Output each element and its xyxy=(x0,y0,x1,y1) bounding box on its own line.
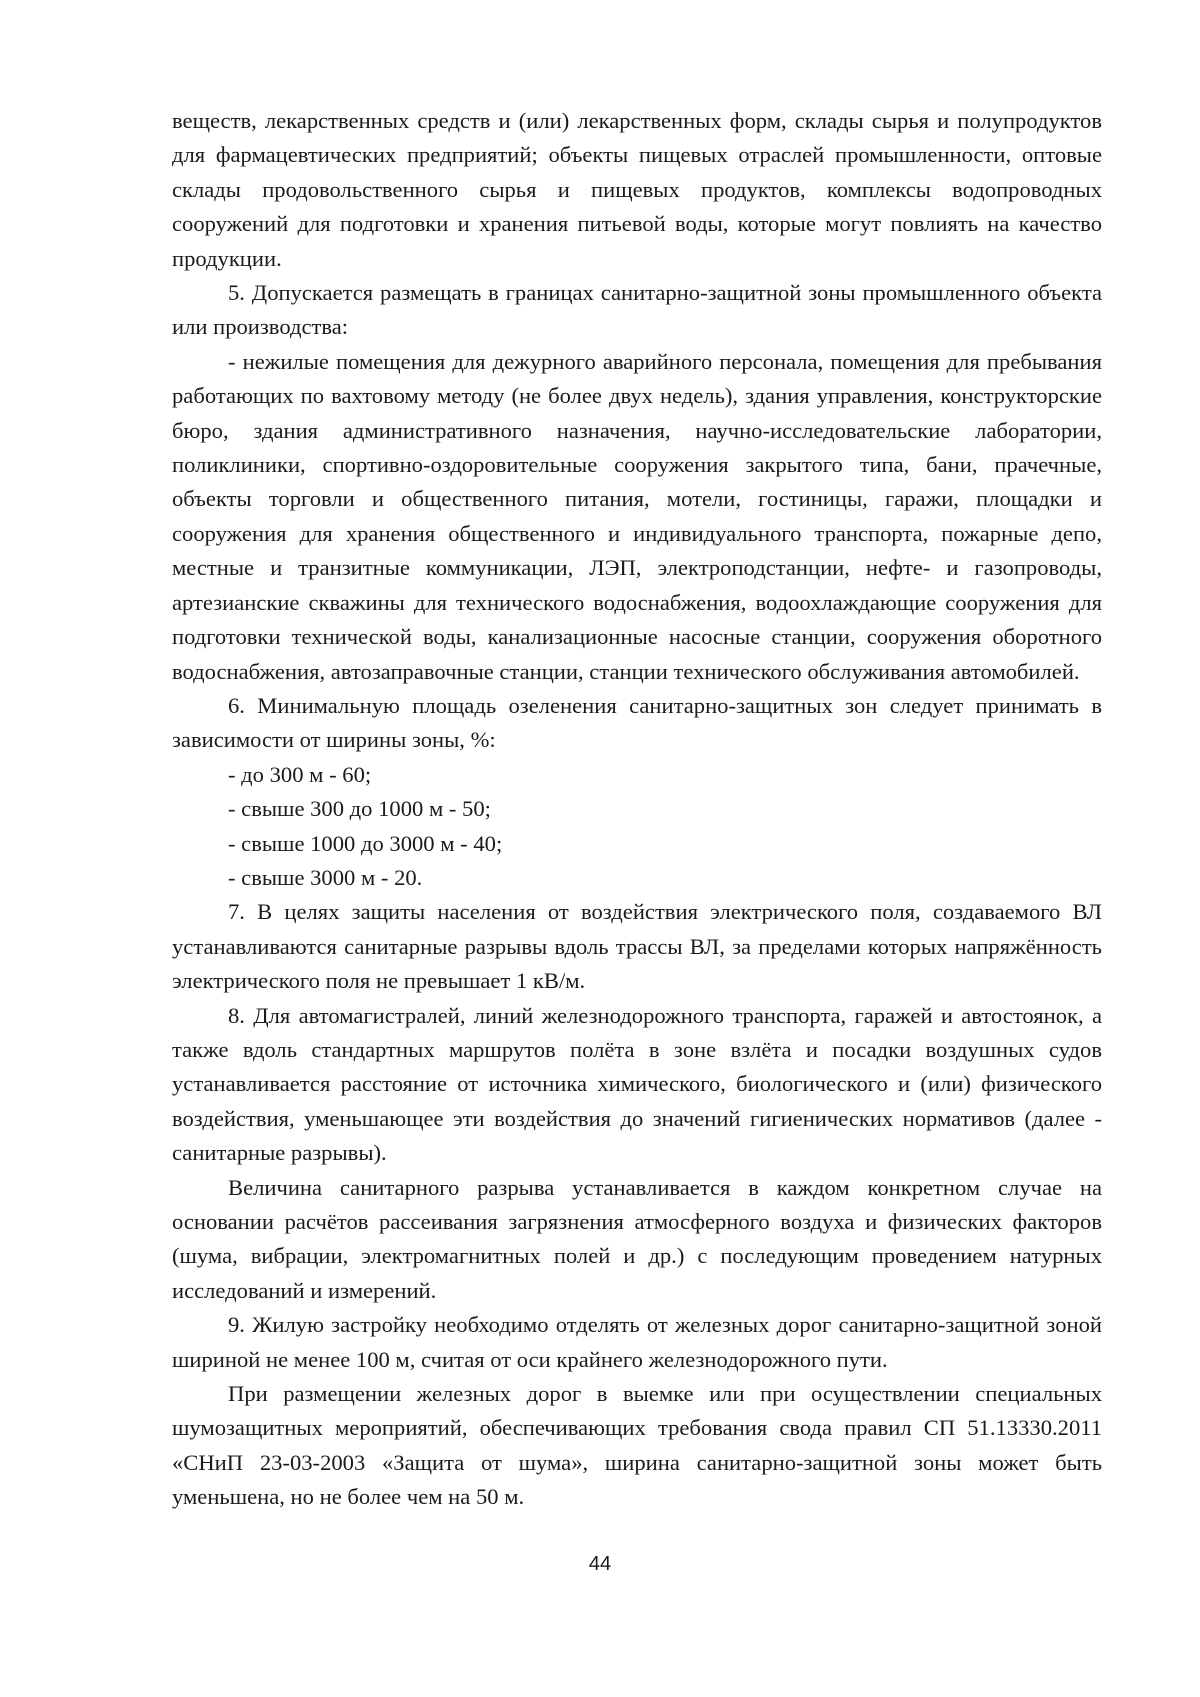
paragraph-continuation: веществ, лекарственных средств и (или) лекарственных форм, склады сырья и полупродуктов для фармацевтических предприятий; объекты пищевых отраслей промышленности, оптовые склады продовольственного сырья и пищевых продуктов, комплексы водопроводных сооружений для подготовки и хранения питьевой воды, которые могут повлиять на качество продукции. xyxy=(172,108,1102,271)
paragraph-railway-placement: При размещении железных дорог в выемке или при осуществлении специальных шумозащитных мероприятий, обеспечивающих требования свода правил СП 51.13330.2011 «СНиП 23-03-2003 «Защита от шума», ширина санитарно-защитной зоны может быть уменьшена, но не более чем на 50 м. xyxy=(172,1381,1102,1510)
list-item-greening-1000: - свыше 300 до 1000 м - 50; xyxy=(228,796,491,822)
paragraph-item-8: 8. Для автомагистралей, линий железнодорожного транспорта, гаражей и автостоянок, а также вдоль стандартных маршрутов полёта в зоне взлёта и посадки воздушных судов устанавливается расстояние от источника химического, биологического и (или) физического воздействия, уменьшающее эти воздействия до значений гигиенических нормативов (далее - санитарные разрывы). xyxy=(172,1002,1102,1166)
paragraph-permitted-objects: - нежилые помещения для дежурного аварийного персонала, помещения для пребывания работающих по вахтовому методу (не более двух недель), здания управления, конструкторские бюро, здания административного назначения, научно-исследовательские лаборатории, поликлиники, спортивно-оздоровительные сооружения закрытого типа, бани, прачечные, объекты торговли и общественного питания, мотели, гостиницы, гаражи, площадки и сооружения для хранения общественного и индивидуального транспорта, пожарные депо, местные и транзитные коммуникации, ЛЭП, электроподстанции, нефте- и газопроводы, артезианские скважины для технического водоснабжения, водоохлаждающие сооружения для подготовки технической воды, канализационные насосные станции, сооружения оборотного водоснабжения, автозаправочные станции, станции технического обслуживания автомобилей. xyxy=(172,348,1102,684)
list-item-greening-over-3000: - свыше 3000 м - 20. xyxy=(228,864,423,890)
paragraph-item-6: 6. Минимальную площадь озеленения санитарно-защитных зон следует принимать в зависимости от ширины зоны, %: xyxy=(172,692,1102,753)
list-item-greening-3000: - свыше 1000 до 3000 м - 40; xyxy=(228,830,503,856)
paragraph-item-9: 9. Жилую застройку необходимо отделять от железных дорог санитарно-защитной зоной шириной не менее 100 м, считая от оси крайнего железнодорожного пути. xyxy=(172,1312,1102,1372)
paragraph-sanitary-gap: Величина санитарного разрыва устанавливается в каждом конкретном случае на основании расчётов рассеивания загрязнения атмосферного воздуха и физических факторов (шума, вибрации, электромагнитных полей и др.) с последующим проведением натурных исследований и измерений. xyxy=(172,1174,1102,1303)
page-number: 44 xyxy=(588,1553,612,1575)
paragraph-item-7: 7. В целях защиты населения от воздействия электрического поля, создаваемого ВЛ устанавливаются санитарные разрывы вдоль трассы ВЛ, за пределами которых напряжённость электрического поля не превышает 1 кВ/м. xyxy=(172,899,1102,994)
paragraph-item-5: 5. Допускается размещать в границах санитарно-защитной зоны промышленного объекта или производства: xyxy=(172,280,1102,340)
list-item-greening-300: - до 300 м - 60; xyxy=(228,761,372,787)
document-body xyxy=(172,104,1102,1515)
